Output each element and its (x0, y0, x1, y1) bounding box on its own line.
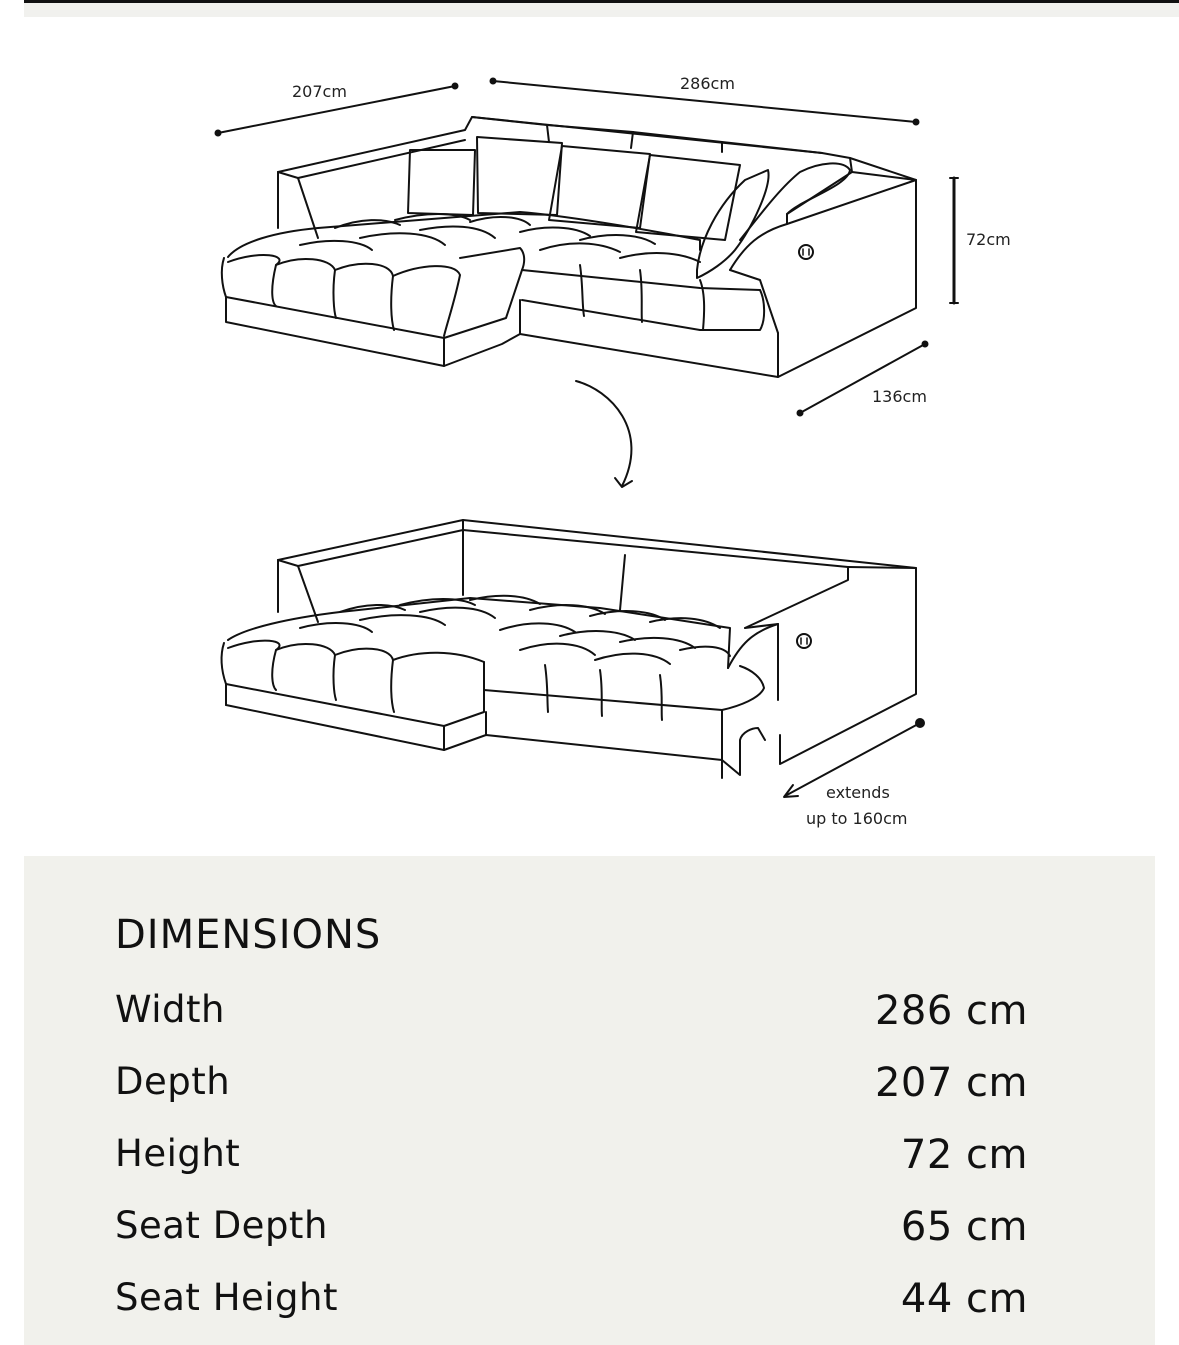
sofa-bed-illustration (222, 520, 924, 797)
width-label: 286cm (680, 74, 735, 93)
dimension-label: Height (115, 1132, 241, 1175)
dimension-row-depth (115, 1060, 1028, 1110)
dimensions-panel (24, 856, 1155, 1345)
depth-label: 207cm (292, 82, 347, 101)
dimension-value: 286 cm (874, 988, 1028, 1034)
dimension-label: Width (115, 988, 225, 1031)
dimension-row-width (115, 988, 1028, 1038)
dimension-value: 72 cm (900, 1132, 1028, 1178)
dimension-label: Seat Height (115, 1276, 339, 1319)
dimension-label: Depth (115, 1060, 231, 1103)
dimension-value: 207 cm (874, 1060, 1028, 1106)
extends-label-line2: up to 160cm (806, 809, 908, 828)
extends-label-line1: extends (826, 783, 890, 802)
dimension-row-height (115, 1132, 1028, 1182)
sofa-seated-illustration (222, 117, 916, 377)
dimension-label: Seat Depth (115, 1204, 328, 1247)
height-label: 72cm (966, 230, 1011, 249)
side-depth-label: 136cm (872, 387, 927, 406)
dimension-value: 44 cm (900, 1276, 1028, 1322)
dimensions-title: DIMENSIONS (115, 912, 382, 958)
dimension-row-seat-depth (115, 1204, 1028, 1254)
dimension-value: 65 cm (900, 1204, 1028, 1250)
dimension-row-seat-height (115, 1276, 1028, 1326)
transform-arrow (576, 381, 632, 487)
